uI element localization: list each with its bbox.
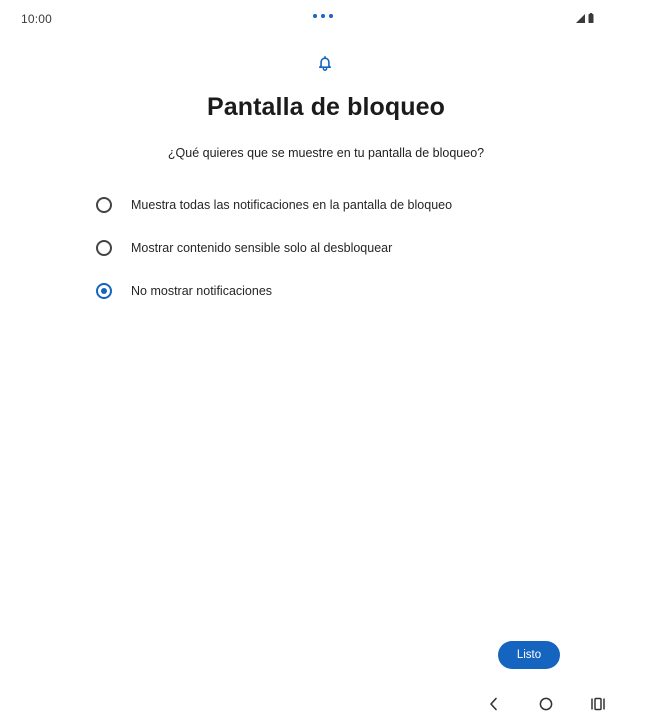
- radio-button[interactable]: [96, 240, 112, 256]
- option-label: No mostrar notificaciones: [131, 284, 273, 298]
- more-dots-icon: [313, 14, 333, 18]
- option-no-notifications[interactable]: [96, 281, 556, 301]
- status-icons: [576, 13, 594, 23]
- radio-button-selected[interactable]: [96, 283, 112, 299]
- done-button[interactable]: Listo: [498, 641, 560, 669]
- page-title: Pantalla de bloqueo: [206, 93, 446, 121]
- option-show-all[interactable]: [96, 195, 556, 215]
- status-time: 10:00: [21, 12, 53, 26]
- home-icon[interactable]: [539, 697, 553, 711]
- navigation-bar: [0, 690, 652, 720]
- battery-icon: [588, 13, 594, 23]
- bell-icon: [317, 56, 333, 72]
- status-bar: [0, 0, 652, 38]
- option-hide-sensitive[interactable]: [96, 238, 556, 258]
- lockscreen-options: [96, 195, 556, 324]
- recents-icon[interactable]: [590, 697, 606, 711]
- radio-button[interactable]: [96, 197, 112, 213]
- option-label: Muestra todas las notificaciones en la pantalla de bloqueo: [131, 198, 453, 212]
- back-icon[interactable]: [487, 696, 501, 712]
- page-subtitle: ¿Qué quieres que se muestre en tu pantalla de bloqueo?: [167, 146, 485, 160]
- signal-icon: [576, 14, 585, 23]
- option-label: Mostrar contenido sensible solo al desbloquear: [131, 241, 393, 255]
